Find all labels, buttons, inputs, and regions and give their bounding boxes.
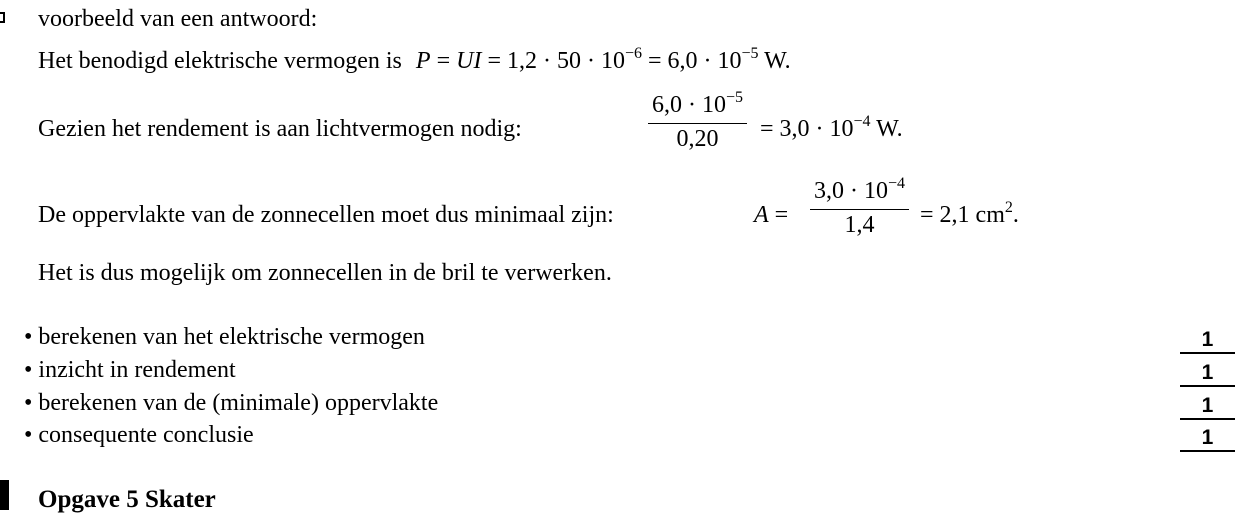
score-1: 1 (1180, 328, 1235, 354)
answer-marker (0, 12, 5, 23)
section-marker (0, 480, 9, 510)
efficiency-label: Gezien het rendement is aan lichtvermogen nodig: (38, 116, 522, 142)
area-lhs: A = (754, 202, 789, 228)
area-result: = 2,1 $cm^2$. (920, 199, 1019, 228)
conclusion-text: Het is dus mogelijk om zonnecellen in de bril te verwerken. (38, 260, 612, 286)
power-formula: P = UI = $1,2 \cdot 50 \cdot 10^{-6} = 6,0 \cdot 10^{-5}$ W. (415, 45, 791, 74)
intro-text: voorbeeld van een antwoord: (38, 6, 318, 32)
area-fraction: $3,0 \cdot 10^{-4}$ 1,4 (810, 176, 909, 240)
criterion-3: • berekenen van de (minimale) oppervlakte (24, 390, 439, 416)
score-4: 1 (1180, 426, 1235, 452)
section-heading: Opgave 5 Skater (38, 486, 216, 513)
score-3: 1 (1180, 394, 1235, 420)
power-label: Het benodigd elektrische vermogen is (38, 48, 402, 74)
efficiency-fraction: $6,0 \cdot 10^{-5}$ 0,20 (648, 90, 747, 154)
area-label: De oppervlakte van de zonnecellen moet dus minimaal zijn: (38, 202, 614, 228)
criterion-1: • berekenen van het elektrische vermogen (24, 324, 425, 350)
power-line (38, 45, 791, 75)
efficiency-result: = $3,0 \cdot 10^{-4}$ W. (760, 113, 903, 142)
score-2: 1 (1180, 361, 1235, 387)
criterion-4: • consequente conclusie (24, 422, 254, 448)
criterion-2: • inzicht in rendement (24, 357, 236, 383)
